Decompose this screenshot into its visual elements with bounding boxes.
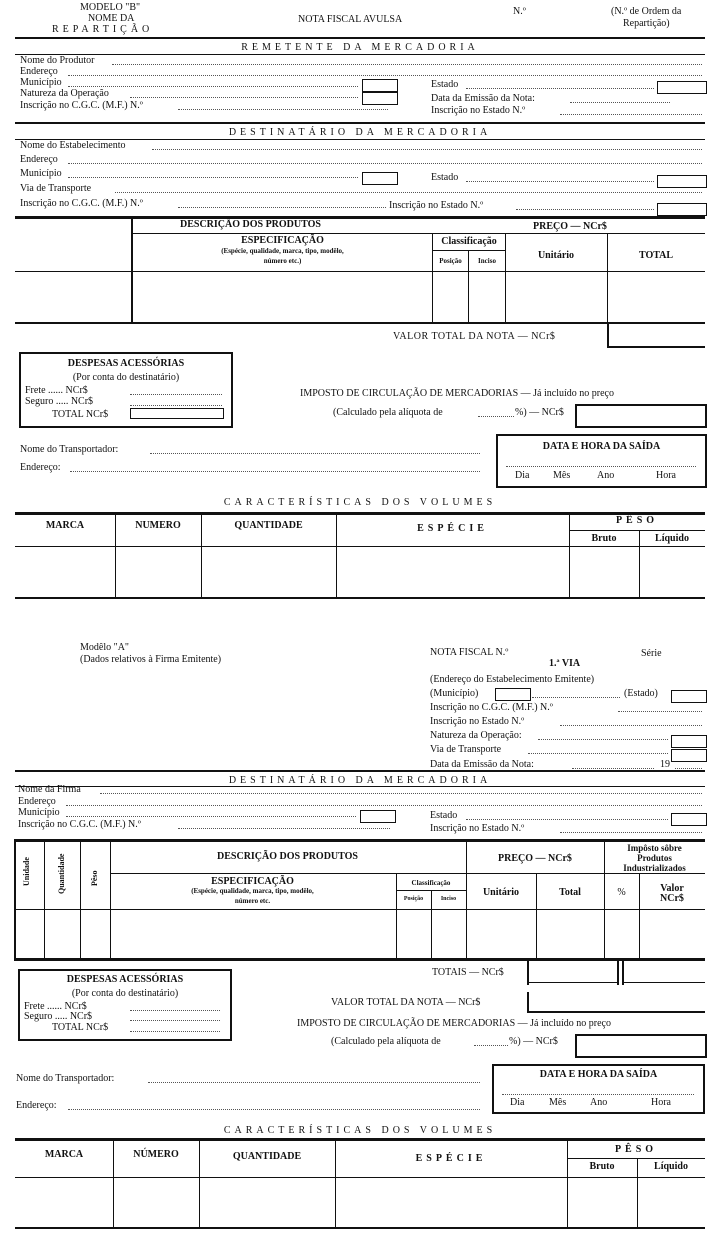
section-header-destinatario: DESTINATÁRIO DA MERCADORIA [228,127,492,138]
icm-label: IMPOSTO DE CIRCULAÇÃO DE MERCADORIAS — Já incluído no preço [300,388,614,399]
seguro-label: Seguro ..... NCr$ [25,396,94,407]
estado-code-box[interactable] [657,81,707,94]
valor-total-label: VALOR TOTAL DA NOTA — NCr$ [393,331,556,342]
icm-calc-label-2: %) — NCr$ [515,407,564,418]
posicao-header: Posição [403,896,424,902]
via-transporte-label: Via de Transporte [20,183,92,194]
icm-value-box[interactable] [575,404,707,428]
hora-label: Hora [656,470,676,481]
divider [15,54,705,55]
endereco-field[interactable] [66,805,702,806]
estado-field[interactable] [466,88,654,89]
inscricao-estado-field[interactable] [516,209,654,210]
modelo-b-label: MODELO "B" [80,2,141,13]
despesas-total-field[interactable] [130,1031,220,1032]
municipio-code-box[interactable] [360,810,396,823]
bruto-header: Bruto [591,533,617,544]
inscricao-cgc-field[interactable] [178,828,390,829]
transportador-field[interactable] [150,453,480,454]
inscricao-cgc-field[interactable] [178,109,388,110]
unidade-header: Unidade [22,857,31,886]
totais-label: TOTAIS — NCr$ [432,967,504,978]
frete-field[interactable] [130,394,222,395]
table-border [80,841,81,959]
table-border [14,839,16,961]
aliquota-field[interactable] [474,1045,508,1046]
table-border [607,233,608,322]
valor-total-underline [607,346,705,348]
especificacao-header: ESPECIFICAÇÃO [211,876,294,887]
volumes-title: CARACTERÍSTICAS DOS VOLUMES [223,497,497,508]
inscricao-estado-label: Inscrição no Estado N.º [431,105,526,116]
saida-field[interactable] [506,466,696,467]
natureza-label: Natureza da Operação: [430,730,522,741]
endereco-transportador-label: Endereço: [16,1100,57,1111]
inscricao-estado-field[interactable] [560,832,702,833]
municipio-code-box[interactable] [495,688,531,701]
hora-label: Hora [651,1097,671,1108]
ano-label: Ano [590,1097,608,1108]
modelo-a-label: Modêlo "A" [80,642,129,653]
estabelecimento-field[interactable] [152,149,702,150]
seguro-label: Seguro ..... NCr$ [24,1011,93,1022]
municipio-field[interactable] [68,86,358,87]
estado-label: (Estado) [624,688,658,699]
endereco-estab-label: (Endereço do Estabelecimento Emitente) [430,674,595,685]
quantidade-header: QUANTIDADE [232,1151,302,1162]
transportador-label: Nome do Transportador: [20,444,119,455]
estabelecimento-label: Nome do Estabelecimento [20,140,126,151]
ipi-header: Impôsto sôbre [627,843,682,853]
inscricao-cgc-label: Inscrição no C.G.C. (M.F.) N.º [430,702,553,713]
table-border [607,324,609,348]
despesas-sub: (Por conta do destinatário) [71,988,179,999]
divider [15,1138,705,1141]
inscricao-estado-box[interactable] [657,203,707,216]
estado-code-box[interactable] [671,813,707,826]
via-transporte-box[interactable] [671,749,707,762]
frete-field[interactable] [130,1010,220,1011]
valor-total-border [527,992,529,1012]
quantidade-header: QUANTIDADE [234,520,303,531]
via-label: 1.ª VIA [549,658,581,669]
seguro-field[interactable] [130,1020,220,1021]
firma-field[interactable] [100,793,702,794]
page-title: NOTA FISCAL AVULSA [298,14,403,25]
dia-label: Dia [510,1097,525,1108]
despesas-title: DESPESAS ACESSÓRIAS [67,358,185,369]
municipio-code-box[interactable] [362,79,398,92]
ano-field[interactable] [675,768,702,769]
inscricao-cgc-label: Inscrição no C.G.C. (M.F.) N.º [20,198,143,209]
endereco-field[interactable] [68,163,702,164]
preco-header: PREÇO — NCr$ [533,221,607,232]
divider [15,546,705,547]
table-border [536,873,537,959]
via-transporte-field[interactable] [528,753,668,754]
seguro-field[interactable] [130,405,222,406]
valor-header-2: NCr$ [660,893,684,904]
municipio-label: Município [20,77,62,88]
totais-underline [527,982,617,983]
mes-label: Mês [549,1097,567,1108]
especie-header: ESPÉCIE [417,523,488,534]
natureza-label: Natureza da Operação [20,88,109,99]
posicao-header: Posição [439,257,462,265]
municipio-label: (Município) [430,688,479,699]
inciso-header: Inciso [478,257,496,265]
natureza-code-box[interactable] [671,735,707,748]
inscricao-cgc-field[interactable] [618,711,702,712]
saida-title: DATA E HORA DA SAÍDA [542,441,661,452]
bruto-header: Bruto [589,1161,615,1172]
valor-total-label: VALOR TOTAL DA NOTA — NCr$ [331,997,481,1008]
volumes-title: CARACTERÍSTICAS DOS VOLUMES [223,1125,497,1136]
valor-header: Valor [660,883,684,894]
dados-label: (Dados relativos à Firma Emitente) [80,654,222,665]
endereco-transportador-label: Endereço: [20,462,61,473]
estado-field[interactable] [466,819,668,820]
municipio-label: Município [20,168,62,179]
divider [15,958,705,961]
icm-value-box[interactable] [575,1034,707,1058]
section-header-remetente: REMETENTE DA MERCADORIA [241,42,479,53]
divider [15,597,705,599]
estado-field[interactable] [466,181,654,182]
descricao-header: DESCRIÇÃO DOS PRODUTOS [180,219,321,230]
icm-calc-label-2: %) — NCr$ [509,1036,558,1047]
mes-label: Mês [553,470,571,481]
preco-header: PREÇO — NCr$ [498,853,572,864]
municipio-field[interactable] [68,177,358,178]
despesas-sub: (Por conta do destinatário) [72,372,180,383]
transportador-label: Nome do Transportador: [16,1073,115,1084]
frete-label: Frete ...... NCr$ [24,1001,87,1012]
produtor-field[interactable] [112,64,702,65]
divider [15,909,705,910]
peso-header: Pêso [90,870,99,886]
ipi-header-3: Industrializados [623,863,686,873]
municipio-code-box[interactable] [362,172,398,185]
transportador-field[interactable] [148,1082,480,1083]
table-border [505,233,506,322]
inscricao-estado-field[interactable] [560,725,702,726]
inscricao-cgc-label: Inscrição no C.G.C. (M.F.) N.º [18,819,141,830]
especificacao-sub: (Espécie, qualidade, marca, tipo, modêlo, [221,247,344,255]
estado-label: Estado [431,79,459,90]
divider [15,839,705,842]
divider [15,271,705,272]
table-border [569,514,570,598]
divider [15,122,705,124]
divider [15,37,705,39]
totais-underline [622,982,705,983]
icm-calc-label: (Calculado pela alíquota de [333,407,443,418]
inscricao-estado-field[interactable] [560,114,702,115]
divider [15,322,705,324]
total-label: TOTAL NCr$ [52,1022,109,1033]
data-emissao-field[interactable] [572,768,654,769]
serie-label: Série [641,648,662,659]
icm-label: IMPOSTO DE CIRCULAÇÃO DE MERCADORIAS — Já incluído no preço [297,1018,611,1029]
inciso-header: Inciso [440,896,457,902]
liquido-header: Líquido [654,1161,688,1172]
totais-box-border [617,961,619,985]
reparticao-label: REPARTIÇÃO [52,24,154,35]
endereco-label: Endereço [18,796,56,807]
frete-label: Frete ...... NCr$ [25,385,88,396]
endereco-label: Endereço [20,154,58,165]
pct-header: % [617,887,626,898]
total-label: TOTAL NCr$ [52,409,109,420]
icm-calc-label: (Calculado pela alíquota de [331,1036,441,1047]
divider [15,786,705,787]
estado-label: Estado [431,172,459,183]
numero-header: NUMERO [135,520,181,531]
valor-total-underline [527,1011,705,1013]
natureza-code-box[interactable] [362,92,398,105]
classificacao-header: Classificação [441,236,497,247]
inscricao-estado-label: Inscrição no Estado N.º [430,823,525,834]
especificacao-sub-2: número etc. [234,897,271,905]
estado-code-box[interactable] [657,175,707,188]
ordem-label-2: Repartição) [623,18,670,29]
ipi-header-2: Produtos [637,853,672,863]
divider [15,770,705,772]
municipio-field[interactable] [66,816,356,817]
dia-label: Dia [515,470,530,481]
saida-field[interactable] [502,1094,694,1095]
saida-title: DATA E HORA DA SAÍDA [539,1069,658,1080]
unitario-header: Unitário [482,887,520,898]
section-header-destinatario-a: DESTINATÁRIO DA MERCADORIA [228,775,492,786]
firma-label: Nome da Firma [18,784,81,795]
estado-code-box[interactable] [671,690,707,703]
estado-label: Estado [430,810,458,821]
ordem-label: (N.º de Ordem da [611,6,682,17]
divider [15,1227,705,1229]
unitario-header: Unitário [537,250,575,261]
inscricao-estado-label: Inscrição no Estado N.º [430,716,525,727]
produtor-label: Nome do Produtor [20,55,95,66]
data-emissao-field[interactable] [570,102,670,103]
classificacao-header: Classificação [411,879,451,887]
divider [15,512,705,515]
marca-header: MARCA [45,520,85,531]
numero-label: N.º [513,6,526,17]
especificacao-sub: (Espécie, qualidade, marca, tipo, modêlo, [191,887,314,895]
endereco-transportador-field[interactable] [68,1109,480,1110]
divider [567,1158,705,1159]
especificacao-header: ESPECIFICAÇÃO [241,235,324,246]
divider [131,233,705,234]
aliquota-field[interactable] [478,416,514,417]
divider [569,530,705,531]
ano-label: Ano [597,470,615,481]
via-transporte-label: Via de Transporte [430,744,502,755]
numero-header: NÚMERO [133,1149,179,1160]
quantidade-header: Quantidade [57,853,66,894]
data-emissao-label: Data da Emissão da Nota: [431,93,535,104]
natureza-field[interactable] [130,97,358,98]
peso-header: PÊSO [614,1144,658,1155]
table-border [44,841,45,959]
via-transporte-field[interactable] [115,192,702,193]
despesas-title: DESPESAS ACESSÓRIAS [66,974,184,985]
peso-header: PÊSO [615,515,659,526]
endereco-transportador-field[interactable] [70,471,480,472]
inscricao-cgc-label: Inscrição no C.G.C. (M.F.) N.º [20,100,143,111]
nota-fiscal-label: NOTA FISCAL N.º [430,647,509,658]
especificacao-sub-2: número etc.) [263,257,302,265]
divider [15,216,705,219]
nome-da-label: NOME DA [88,13,135,24]
natureza-field[interactable] [538,739,668,740]
ano-19-label: 19 [660,759,670,770]
endereco-field[interactable] [68,75,702,76]
descricao-header: DESCRIÇÃO DOS PRODUTOS [217,851,358,862]
inscricao-cgc-field[interactable] [178,207,386,208]
endereco-label: Endereço [20,66,58,77]
municipio-label: Município [18,807,60,818]
liquido-header: Líquido [655,533,689,544]
total-header: TOTAL [638,250,674,261]
despesas-total-box[interactable] [130,408,224,419]
divider [15,1177,705,1178]
marca-header: MARCA [44,1149,84,1160]
data-emissao-label: Data da Emissão da Nota: [430,759,534,770]
total-header: Total [559,887,581,898]
divider [110,873,705,874]
municipio-field[interactable] [532,697,620,698]
especie-header: ESPÉCIE [415,1153,487,1164]
inscricao-estado-label: Inscrição no Estado N.º [389,200,484,211]
